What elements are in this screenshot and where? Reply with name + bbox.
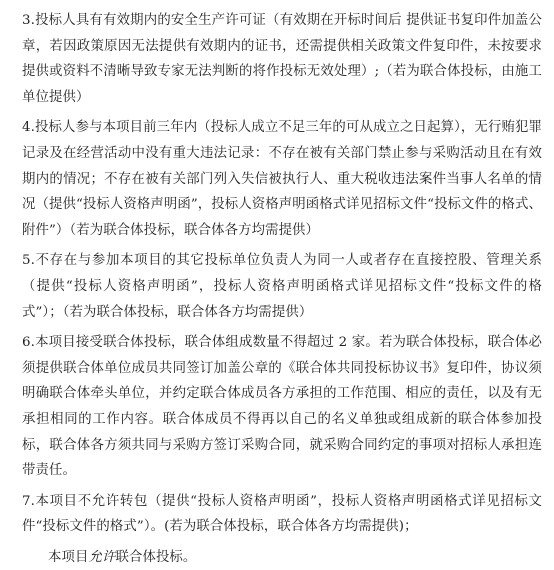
- requirement-number: 7.: [22, 493, 35, 509]
- closing-suffix: 联合体投标。: [115, 549, 197, 565]
- requirement-text: 投标人参与本项目前三年内（投标人成立不足三年的可从成立之日起算），无行贿犯罪记录及在经营活动中没有重大违法记录：不存在被有关部门禁止参与采购活动且在有效期内的情况；不存在被有关部门列入失信被执行人、重大税收违法案件当事人名单的情况（提供“投标人资格声明函”，投标人资格声明函格式详见招标文件“投标文件的格式、附件”）（若为联合体投标，联合体各方均需提供）: [22, 120, 542, 238]
- requirement-5: [22, 248, 542, 325]
- requirement-number: 5.: [22, 253, 35, 269]
- requirement-text: 不存在与参加本项目的其它投标单位负责人为同一人或者存在直接控股、管理关系（提供“投标人资格声明函”，投标人资格声明函格式详见招标文件“投标文件的格式”）；（若为联合体投标，联合体各方均需提供）: [22, 253, 542, 320]
- closing-prefix: 本项目: [48, 549, 89, 565]
- requirement-number: 4.: [22, 120, 35, 136]
- requirement-text: 本项目接受联合体投标，联合体组成数量不得超过 2 家。若为联合体投标，联合体必须提供联合体单位成员共同签订加盖公章的《联合体共同投标协议书》复印件，协议须明确联合体牵头单位，并约定联合体成员各方承担的工作范围、相应的责任，以及有无承担相同的工作内容。联合体成员不得再以自己的名义单独或组成新的联合体参加投标，联合体各方须共同与采购方签订采购合同，就采购合同约定的事项对招标人承担连带责任。: [22, 335, 542, 479]
- requirement-number: 3.: [22, 13, 35, 28]
- requirement-text: 本项目不允许转包（提供“投标人资格声明函”，投标人资格声明函格式详见招标文件“投标文件的格式”）。(若为联合体投标，联合体各方均需提供)；: [22, 493, 542, 535]
- closing-statement: [22, 545, 542, 570]
- requirement-3: [22, 8, 542, 110]
- requirement-4: [22, 115, 542, 243]
- requirement-text: 投标人具有有效期内的安全生产许可证（有效期在开标时间后 提供证书复印件加盖公章，若因政策原因无法提供有效期内的证书，还需提供相关政策文件复印件，未按要求提供或资料不清晰导致专家无法判断的将作投标无效处理）;（若为联合体投标，由施工单位提供）: [22, 13, 542, 105]
- closing-emphasis: 允许: [88, 549, 116, 565]
- requirement-number: 6.: [22, 335, 35, 351]
- requirement-6: [22, 330, 542, 484]
- requirement-7: [22, 489, 542, 540]
